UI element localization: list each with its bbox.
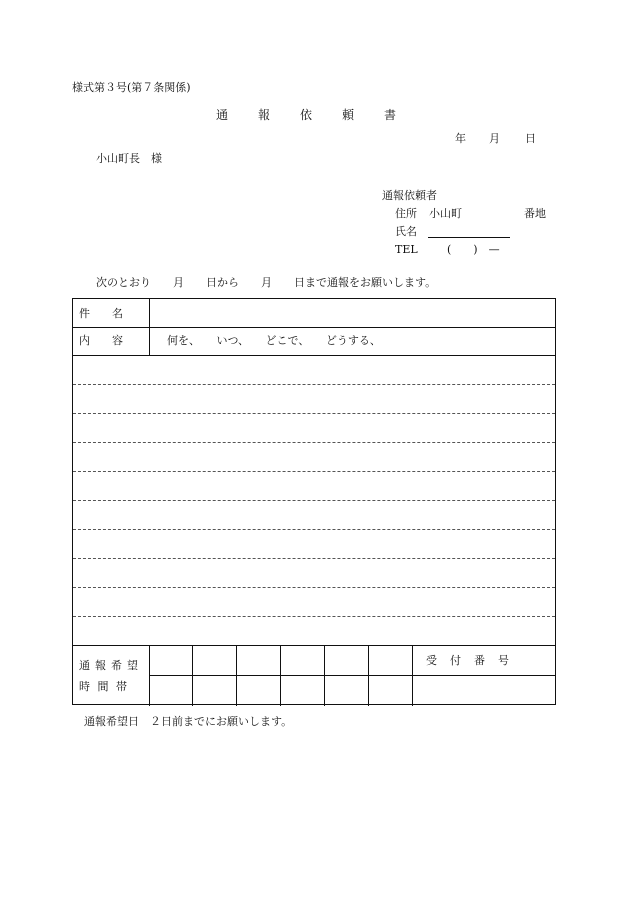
name-blank-line [428, 237, 510, 238]
preferred-time-label: 通報希望 [79, 659, 143, 672]
requester-heading: 通報依頼者 [382, 189, 437, 202]
footer-note: 通報希望日 ２日前までにお願いします。 [84, 715, 293, 728]
row-divider [73, 645, 555, 646]
address-label: 住所 [395, 207, 417, 220]
content-guide: 何を、 いつ、 どこで、 どうする、 [167, 334, 381, 347]
row-divider [73, 355, 555, 356]
writing-line [73, 500, 555, 501]
writing-line [73, 384, 555, 385]
form-title: 通報依頼書 [216, 108, 427, 122]
subject-label: 件 名 [79, 307, 123, 320]
writing-line [73, 558, 555, 559]
writing-line [73, 529, 555, 530]
writing-line [73, 587, 555, 588]
name-label: 氏名 [395, 225, 417, 238]
writing-line [73, 471, 555, 472]
reception-number-label: 受 付 番 号 [426, 654, 510, 667]
date-day: 日 [525, 132, 536, 145]
time-column-divider [324, 645, 325, 706]
date-year: 年 [455, 132, 466, 145]
time-row-divider [149, 675, 555, 676]
address-town: 小山町 [429, 207, 462, 220]
writing-line [73, 413, 555, 414]
preferred-time-label-2: 時 間 帯 [79, 680, 129, 693]
time-column-divider [236, 645, 237, 706]
request-table [72, 298, 556, 705]
request-sentence: 次のとおり 月 日から 月 日まで通報をお願いします。 [96, 276, 437, 289]
address-suffix: 番地 [524, 207, 546, 220]
time-column-divider [149, 645, 150, 706]
writing-line [73, 616, 555, 617]
addressee: 小山町長 様 [96, 152, 162, 165]
date-month: 月 [489, 132, 500, 145]
writing-line [73, 442, 555, 443]
tel-label: TEL [395, 243, 418, 256]
time-column-divider [368, 645, 369, 706]
time-column-divider [280, 645, 281, 706]
tel-format: ( ) — [447, 243, 500, 256]
form-number: 様式第３号(第７条関係) [72, 81, 191, 94]
content-label: 内 容 [79, 334, 123, 347]
row-divider [73, 327, 555, 328]
time-column-divider [192, 645, 193, 706]
reception-column-divider [412, 645, 413, 706]
